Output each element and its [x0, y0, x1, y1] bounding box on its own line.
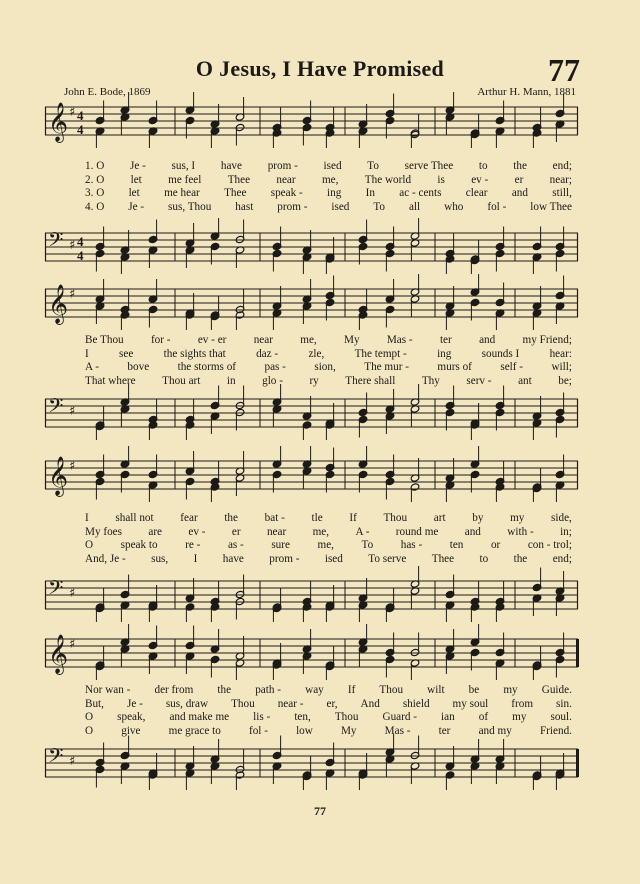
lyric-syllable: Guide. — [541, 684, 572, 696]
lyric-syllable: The tempt - — [354, 347, 407, 360]
lyric-syllable: from — [511, 697, 534, 710]
lyric-syllable: fear — [180, 512, 198, 524]
lyric-syllable: me, — [321, 173, 339, 186]
lyric-syllable: zle, — [308, 347, 325, 360]
staff-lines — [45, 456, 578, 496]
lyric-syllable: der from — [154, 684, 194, 696]
bass-clef-icon: 𝄢 — [48, 394, 64, 422]
lyric-syllable: If — [349, 512, 357, 524]
lyric-syllable: near - — [277, 697, 304, 710]
staff-lines — [45, 746, 578, 780]
treble-clef-icon: 𝄞 — [48, 634, 69, 674]
lyric-syllable: Je - — [128, 200, 145, 213]
lyric-syllable: ian — [441, 711, 455, 724]
lyric-syllable: who — [444, 200, 464, 213]
lyric-syllable: O — [85, 711, 94, 724]
lyric-syllable: has - — [400, 539, 423, 552]
lyric-syllable: the — [513, 552, 528, 565]
lyric-syllable: er — [231, 525, 241, 538]
lyric-syllable: will; — [551, 361, 572, 374]
lyric-syllable: Guard - — [382, 711, 417, 724]
lyric-syllable: see — [119, 347, 134, 360]
bass-staff — [45, 396, 578, 430]
verse-line — [45, 553, 578, 567]
treble-staff — [45, 284, 578, 324]
lyric-syllable: me, — [317, 539, 334, 552]
lyric-syllable: tle — [311, 512, 323, 524]
lyric-syllable: con - trol; — [527, 539, 572, 552]
lyric-syllable: er — [514, 173, 524, 186]
lyric-syllable: sure — [271, 539, 290, 552]
lyric-syllable: That where — [85, 374, 136, 387]
lyric-syllable: murs of — [437, 361, 472, 374]
key-signature-sharp-icon: ♯ — [69, 105, 76, 120]
lyric-syllable: in; — [560, 525, 572, 538]
composer-credit: Arthur H. Mann, 1881 — [477, 86, 576, 98]
bass-clef-icon: 𝄢 — [48, 228, 64, 256]
lyric-syllable: sion, — [314, 361, 336, 374]
lyric-syllable: O — [85, 724, 94, 737]
lyric-syllable: ry — [309, 374, 319, 387]
lyric-syllable: glo - — [262, 374, 283, 387]
lyric-syllable: speak - — [270, 187, 303, 200]
lyric-syllable: the — [217, 684, 232, 696]
verse-line — [45, 174, 578, 188]
lyric-syllable: 4. O — [85, 200, 105, 213]
lyric-syllable: ing — [437, 347, 452, 360]
lyric-syllable: To — [361, 539, 374, 552]
lyric-syllable: self - — [500, 361, 524, 374]
lyric-syllable: Je - — [129, 160, 146, 172]
lyric-syllable: And, Je - — [85, 552, 126, 565]
treble-clef-icon: 𝄞 — [48, 456, 69, 496]
lyric-syllable: Thy — [421, 374, 440, 387]
lyric-syllable: and — [479, 334, 496, 346]
lyric-syllable: sin. — [556, 697, 572, 710]
treble-staff — [45, 102, 578, 142]
treble-clef-icon: 𝄞 — [48, 284, 69, 324]
lyric-syllable: ev - er — [197, 334, 227, 346]
lyric-syllable: round me — [395, 525, 439, 538]
key-signature-sharp-icon: ♯ — [69, 404, 76, 419]
lyric-syllable: be — [468, 684, 480, 696]
lyric-syllable: as - — [227, 539, 244, 552]
key-signature-sharp-icon: ♯ — [69, 586, 76, 601]
lyric-syllable: are — [148, 525, 163, 538]
time-signature-icon: 4 — [77, 108, 84, 123]
lyric-syllable: And — [360, 697, 380, 710]
staff-lines — [45, 102, 578, 142]
lyric-syllable: clear — [465, 187, 488, 200]
lyric-syllable: to — [479, 552, 489, 565]
staff-lines — [45, 578, 578, 612]
lyric-syllable: still, — [552, 187, 572, 200]
verse-line — [45, 526, 578, 540]
lyric-syllable: near — [276, 173, 296, 186]
lyric-syllable: To — [373, 200, 386, 213]
lyric-syllable: But, — [85, 697, 104, 710]
lyric-syllable: near; — [549, 173, 572, 186]
verse-line — [45, 512, 578, 526]
lyric-syllable: I — [193, 552, 198, 565]
lyric-syllable: serv - — [466, 374, 492, 387]
staff-lines — [45, 230, 578, 264]
lyric-syllable: have — [222, 552, 244, 565]
lyric-syllable: near — [253, 334, 273, 346]
lyric-syllable: ing — [327, 187, 342, 200]
lyric-syllable: end; — [552, 160, 572, 172]
bass-staff — [45, 578, 578, 612]
lyric-syllable: my — [503, 684, 518, 696]
lyric-syllable: pas - — [264, 361, 286, 374]
lyric-syllable: The world — [364, 173, 412, 186]
time-signature-icon: 4 — [77, 234, 84, 249]
lyric-syllable: ised — [323, 160, 342, 172]
lyric-syllable: 3. O — [85, 187, 105, 200]
lyric-syllable: soul. — [550, 711, 572, 724]
lyric-syllable: let — [130, 173, 142, 186]
lyric-syllable: the — [224, 512, 238, 524]
lyric-syllable: give — [121, 724, 141, 737]
verse-line — [45, 334, 578, 348]
lyric-syllable: re - — [185, 539, 201, 552]
lyric-syllable: If — [347, 684, 356, 696]
lyric-syllable: hast — [235, 200, 254, 213]
lyric-syllable: I — [85, 347, 89, 360]
staff-lines — [45, 634, 578, 674]
key-signature-sharp-icon: ♯ — [69, 287, 76, 302]
verse-line — [45, 375, 578, 389]
lyric-syllable: To serve — [368, 552, 407, 565]
lyric-syllable: the storms of — [177, 361, 237, 374]
lyrics-block — [45, 684, 578, 738]
lyric-syllable: ter — [439, 334, 452, 346]
lyric-syllable: me, — [312, 525, 330, 538]
lyric-syllable: and — [511, 187, 528, 200]
lyric-syllable: er, — [326, 697, 338, 710]
lyric-syllable: Thou — [379, 684, 404, 696]
lyric-syllable: My — [340, 724, 357, 737]
lyric-syllable: side, — [551, 512, 572, 524]
lyric-syllable: or — [490, 539, 501, 552]
lyrics-block — [45, 160, 578, 214]
lyric-syllable: Thee — [227, 173, 251, 186]
bass-clef-icon: 𝄢 — [48, 744, 64, 772]
lyrics-block — [45, 334, 578, 388]
verse-line — [45, 361, 578, 375]
lyric-syllable: my Friend; — [522, 334, 572, 346]
lyric-syllable: Thou — [383, 512, 408, 524]
lyric-syllable: speak, — [117, 711, 146, 724]
verse-line — [45, 711, 578, 725]
lyric-syllable: path - — [255, 684, 281, 696]
lyric-syllable: A - — [85, 361, 99, 374]
lyric-syllable: prom - — [269, 552, 300, 565]
lyric-syllable: and my — [478, 724, 512, 737]
lyric-syllable: all — [408, 200, 421, 213]
lyric-syllable: My — [344, 334, 360, 346]
treble-staff — [45, 456, 578, 496]
lyric-syllable: ac - cents — [399, 187, 442, 200]
lyric-syllable: sus, Thou — [168, 200, 212, 213]
hymn-title: O Jesus, I Have Promised — [195, 56, 445, 81]
key-signature-sharp-icon: ♯ — [69, 238, 76, 253]
lyric-syllable: The mur - — [364, 361, 409, 374]
lyric-syllable: ev - — [471, 173, 489, 186]
lyric-syllable: Thee — [224, 187, 247, 200]
lyric-syllable: is — [437, 173, 445, 186]
lyric-syllable: near — [266, 525, 287, 538]
hymn-number: 77 — [548, 52, 580, 88]
lyric-syllable: Be Thou — [85, 334, 124, 346]
lyric-syllable: lis - — [253, 711, 271, 724]
lyric-syllable: low Thee — [530, 200, 572, 213]
lyric-syllable: Je - — [126, 697, 143, 710]
lyric-syllable: in — [226, 374, 236, 387]
lyric-syllable: There shall — [345, 374, 396, 387]
lyric-syllable: Thee — [431, 552, 455, 565]
lyric-syllable: the sights that — [163, 347, 226, 360]
lyric-syllable: Mas - — [386, 334, 413, 346]
verse-line — [45, 725, 578, 739]
lyric-syllable: ised — [324, 552, 343, 565]
verse-line — [45, 201, 578, 215]
lyric-syllable: wilt — [427, 684, 445, 696]
lyric-syllable: and — [464, 525, 481, 538]
verse-line — [45, 684, 578, 698]
lyric-syllable: My foes — [85, 525, 122, 538]
lyric-syllable: ev - — [188, 525, 206, 538]
lyric-syllable: with - — [507, 525, 534, 538]
lyric-syllable: Mas - — [384, 724, 411, 737]
treble-clef-icon: 𝄞 — [48, 102, 69, 142]
lyric-syllable: Friend. — [539, 724, 572, 737]
lyric-syllable: end; — [552, 552, 572, 565]
bass-staff — [45, 746, 578, 780]
verse-line — [45, 539, 578, 553]
key-signature-sharp-icon: ♯ — [69, 459, 76, 474]
lyric-syllable: my — [510, 512, 525, 524]
lyric-syllable: me, — [300, 334, 317, 346]
key-signature-sharp-icon: ♯ — [69, 637, 76, 652]
lyric-syllable: low — [296, 724, 313, 737]
lyric-syllable: ten, — [294, 711, 311, 724]
lyric-syllable: sus, I — [171, 160, 196, 172]
lyric-syllable: ant — [518, 374, 532, 387]
lyric-syllable: daz - — [256, 347, 279, 360]
lyric-syllable: me hear — [164, 187, 200, 200]
lyric-syllable: speak to — [120, 539, 158, 552]
lyric-syllable: In — [365, 187, 375, 200]
lyric-syllable: Nor wan - — [85, 684, 131, 696]
lyric-syllable: 2. O — [85, 173, 105, 186]
staff-lines — [45, 396, 578, 430]
lyric-syllable: I — [85, 512, 89, 524]
lyric-syllable: ten — [449, 539, 464, 552]
verse-line — [45, 348, 578, 362]
lyric-syllable: me feel — [168, 173, 202, 186]
lyric-syllable: sus, — [151, 552, 169, 565]
lyric-syllable: sounds I — [481, 347, 520, 360]
lyric-syllable: sus, draw — [165, 697, 209, 710]
verse-line — [45, 698, 578, 712]
lyric-syllable: and make me — [169, 711, 230, 724]
verse-line — [45, 187, 578, 201]
lyric-syllable: prom - — [267, 160, 298, 172]
lyric-syllable: bat - — [264, 512, 285, 524]
lyric-syllable: Thou — [334, 711, 359, 724]
lyric-syllable: ised — [331, 200, 350, 213]
lyric-syllable: 1. O — [85, 160, 105, 172]
lyric-syllable: fol - — [487, 200, 507, 213]
lyric-syllable: my — [512, 711, 527, 724]
page-number: 77 — [314, 804, 326, 818]
lyric-syllable: Thou — [231, 697, 255, 710]
lyric-syllable: for - — [150, 334, 171, 346]
lyric-syllable: of — [478, 711, 489, 724]
lyric-syllable: the — [513, 160, 527, 172]
lyric-syllable: fol - — [248, 724, 268, 737]
lyric-syllable: A - — [355, 525, 370, 538]
lyricist-credit: John E. Bode, 1869 — [64, 86, 151, 98]
time-signature-icon: 4 — [77, 122, 84, 137]
lyric-syllable: O — [85, 539, 94, 552]
lyric-syllable: hear: — [549, 347, 572, 360]
lyric-syllable: shield — [402, 697, 430, 710]
lyric-syllable: ter — [438, 724, 451, 737]
lyric-syllable: my soul — [452, 697, 489, 710]
lyric-syllable: by — [472, 512, 484, 524]
lyric-syllable: be; — [558, 374, 572, 387]
lyric-syllable: me grace to — [168, 724, 221, 737]
lyric-syllable: to — [478, 160, 488, 172]
lyric-syllable: have — [220, 160, 242, 172]
treble-staff — [45, 634, 578, 674]
bass-staff — [45, 230, 578, 264]
verse-line — [45, 160, 578, 174]
lyric-syllable: let — [128, 187, 140, 200]
lyric-syllable: way — [305, 684, 324, 696]
time-signature-icon: 4 — [77, 248, 84, 263]
lyrics-block — [45, 512, 578, 566]
staff-lines — [45, 284, 578, 324]
lyric-syllable: prom - — [277, 200, 308, 213]
lyric-syllable: shall not — [115, 512, 154, 524]
key-signature-sharp-icon: ♯ — [69, 754, 76, 769]
bass-clef-icon: 𝄢 — [48, 576, 64, 604]
lyric-syllable: To — [367, 160, 379, 172]
lyric-syllable: serve Thee — [404, 160, 454, 172]
lyric-syllable: bove — [127, 361, 150, 374]
lyric-syllable: art — [433, 512, 446, 524]
lyric-syllable: Thou art — [162, 374, 201, 387]
